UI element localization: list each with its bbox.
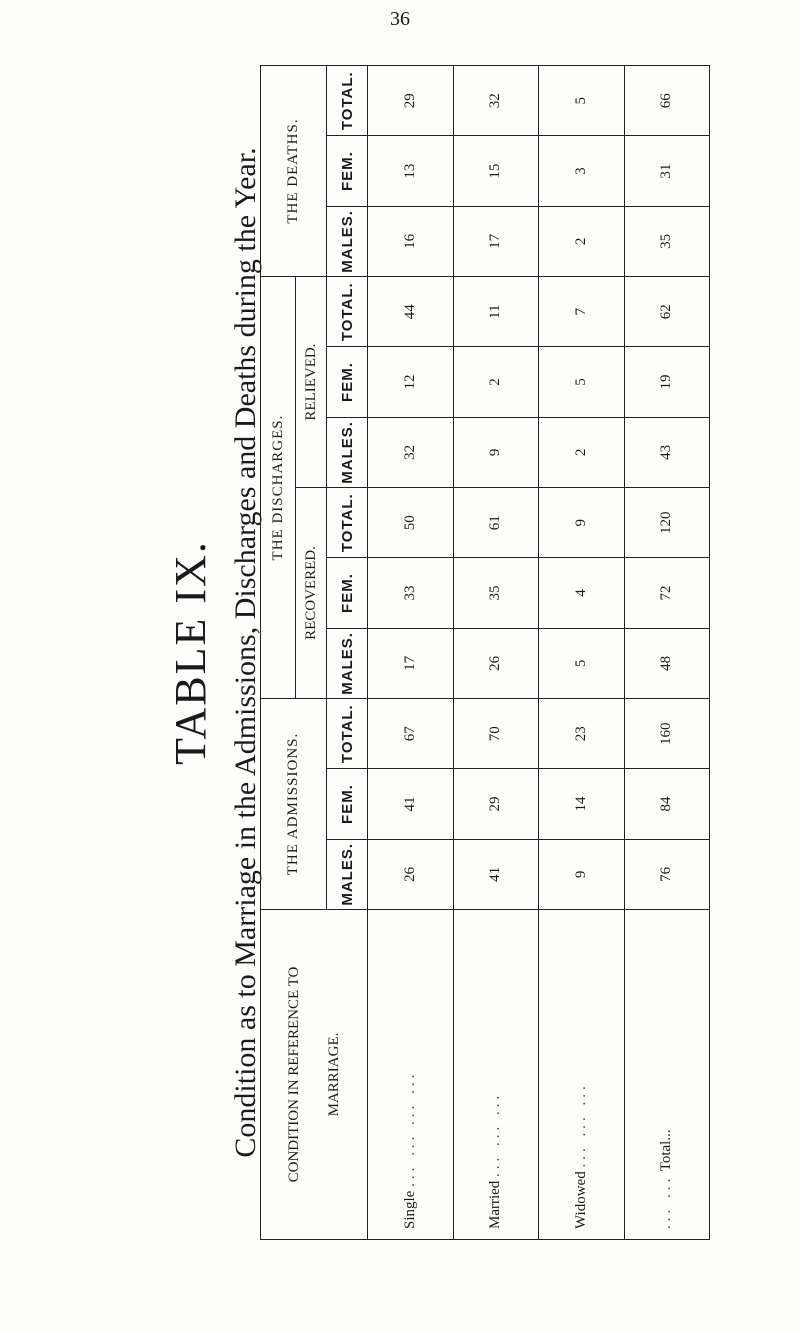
cell: 2 [453, 347, 539, 417]
cell: 29 [368, 66, 454, 136]
recovered-header: RECOVERED. [296, 488, 327, 699]
dea-total-header: TOTAL. [327, 66, 368, 136]
discharges-header: THE DISCHARGES. [261, 277, 296, 699]
cell: 13 [368, 136, 454, 206]
cell: 7 [539, 277, 625, 347]
cell: 3 [539, 136, 625, 206]
cell: 33 [368, 558, 454, 628]
adm-males-header: MALES. [327, 839, 368, 909]
row-label: ... ... Total... [624, 910, 710, 1240]
cell: 35 [453, 558, 539, 628]
cell: 35 [624, 206, 710, 276]
condition-header-line2: MARRIAGE. [326, 1032, 342, 1117]
cell: 4 [539, 558, 625, 628]
deaths-header: THE DEATHS. [261, 66, 327, 277]
condition-header [261, 910, 368, 1240]
cell: 23 [539, 699, 625, 769]
rec-males-header: MALES. [327, 628, 368, 698]
admissions-header: THE ADMISSIONS. [261, 699, 327, 910]
cell: 31 [624, 136, 710, 206]
cell: 66 [624, 66, 710, 136]
rel-fem-header: FEM. [327, 347, 368, 417]
table-row [453, 66, 539, 1240]
cell: 17 [453, 206, 539, 276]
cell: 5 [539, 347, 625, 417]
table-row [539, 66, 625, 1240]
table-caption: Condition as to Marriage in the Admissions, Discharges and Deaths during the Year. [229, 147, 262, 1158]
adm-total-header: TOTAL. [327, 699, 368, 769]
cell: 26 [368, 839, 454, 909]
cell: 9 [539, 839, 625, 909]
cell: 32 [368, 417, 454, 487]
total-row [624, 66, 710, 1240]
row-label: Married ... ... ... [453, 910, 539, 1240]
table-title: TABLE IX. [166, 540, 215, 765]
rel-total-header: TOTAL. [327, 277, 368, 347]
cell: 19 [624, 347, 710, 417]
rotated-table-block [160, 65, 720, 1240]
cell: 70 [453, 699, 539, 769]
adm-fem-header: FEM. [327, 769, 368, 839]
table-row [368, 66, 454, 1240]
cell: 32 [453, 66, 539, 136]
rec-total-header: TOTAL. [327, 488, 368, 558]
cell: 29 [453, 769, 539, 839]
cell: 17 [368, 628, 454, 698]
cell: 41 [368, 769, 454, 839]
dea-fem-header: FEM. [327, 136, 368, 206]
cell: 5 [539, 66, 625, 136]
page-number: 36 [390, 8, 410, 30]
cell: 62 [624, 277, 710, 347]
cell: 12 [368, 347, 454, 417]
marriage-table [260, 65, 710, 1240]
cell: 11 [453, 277, 539, 347]
cell: 67 [368, 699, 454, 769]
condition-header-line1: CONDITION IN REFERENCE TO [286, 966, 302, 1183]
cell: 5 [539, 628, 625, 698]
cell: 72 [624, 558, 710, 628]
cell: 26 [453, 628, 539, 698]
cell: 9 [539, 488, 625, 558]
relieved-header: RELIEVED. [296, 277, 327, 488]
cell: 9 [453, 417, 539, 487]
cell: 160 [624, 699, 710, 769]
dea-males-header: MALES. [327, 206, 368, 276]
cell: 2 [539, 417, 625, 487]
cell: 48 [624, 628, 710, 698]
cell: 44 [368, 277, 454, 347]
cell: 50 [368, 488, 454, 558]
row-label: Widowed ... ... ... [539, 910, 625, 1240]
row-label: Single ... ... ... ... [368, 910, 454, 1240]
cell: 120 [624, 488, 710, 558]
cell: 84 [624, 769, 710, 839]
cell: 41 [453, 839, 539, 909]
cell: 2 [539, 206, 625, 276]
cell: 61 [453, 488, 539, 558]
rel-males-header: MALES. [327, 417, 368, 487]
cell: 16 [368, 206, 454, 276]
rec-fem-header: FEM. [327, 558, 368, 628]
cell: 43 [624, 417, 710, 487]
cell: 14 [539, 769, 625, 839]
cell: 15 [453, 136, 539, 206]
cell: 76 [624, 839, 710, 909]
